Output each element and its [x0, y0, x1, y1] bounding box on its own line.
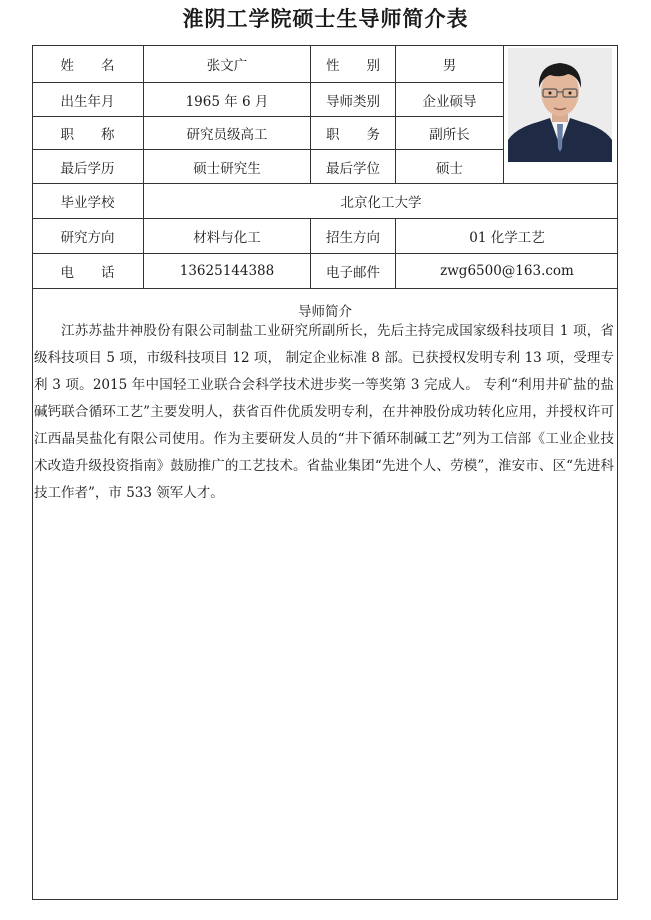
position-value: 副所长 [429, 127, 470, 143]
school-value: 北京化工大学 [340, 195, 422, 211]
supervisor-type-label: 导师类别 [326, 93, 380, 110]
supervisor-type-value: 企业硕导 [422, 93, 477, 110]
enrollment-value: 01 化学工艺 [469, 230, 545, 246]
research-value: 材料与化工 [193, 230, 261, 246]
gender-label: 性 别 [326, 58, 380, 74]
degree-label: 最后学位 [326, 160, 380, 177]
row-divider [32, 288, 618, 289]
title-rank-value: 研究员级高工 [186, 127, 268, 143]
phone-label: 电 话 [60, 265, 115, 281]
position-label: 职 务 [326, 127, 380, 143]
intro-heading: 导师简介 [298, 304, 352, 320]
enrollment-label: 招生方向 [326, 230, 380, 246]
birth-label: 出生年月 [60, 93, 115, 110]
education-value: 硕士研究生 [193, 160, 261, 177]
email-label: 电子邮件 [326, 265, 380, 281]
form-title: 淮阴工学院硕士生导师简介表 [182, 7, 469, 31]
birth-value: 1965 年 6 月 [185, 93, 269, 110]
school-label: 毕业学校 [60, 195, 115, 211]
degree-value: 硕士 [436, 160, 463, 177]
research-label: 研究方向 [60, 230, 115, 246]
education-label: 最后学历 [60, 160, 115, 177]
gender-value: 男 [442, 58, 457, 74]
email-value: zwg6500@163.com [440, 263, 574, 279]
column-divider [503, 45, 504, 184]
phone-value: 13625144388 [179, 263, 275, 279]
name-value: 张文广 [206, 58, 248, 74]
name-label: 姓 名 [60, 58, 115, 74]
portrait-photo [508, 48, 612, 162]
intro-paragraph: 江苏苏盐井神股份有限公司制盐工业研究所副所长，先后主持完成国家级科技项目 1 项，省级科技项目 5 项，市级科技项目 12 项， 制定企业标准 8 部。已获授权发明专利 13 项，受理专利 3 项。2015 年中国轻工业联合会科学技术进步奖一等奖第 3 完成人。 专利“利用井矿盐的盐碱钙联合循环工艺”主要发明人，获省百件优质发明专利，在井神股份成功转化应用，并授权许可江西晶昊盐化有限公司使用。作为主要研发人员的“井下循环制碱工艺”列为工信部《工业企业技术改造升级投资指南》鼓励推广的工艺技术。省盐业集团“先进个人、劳模”，淮安市、区“先进科技工作者”，市 533 领军人才。 [34, 323, 614, 501]
title-rank-label: 职 称 [60, 127, 115, 143]
